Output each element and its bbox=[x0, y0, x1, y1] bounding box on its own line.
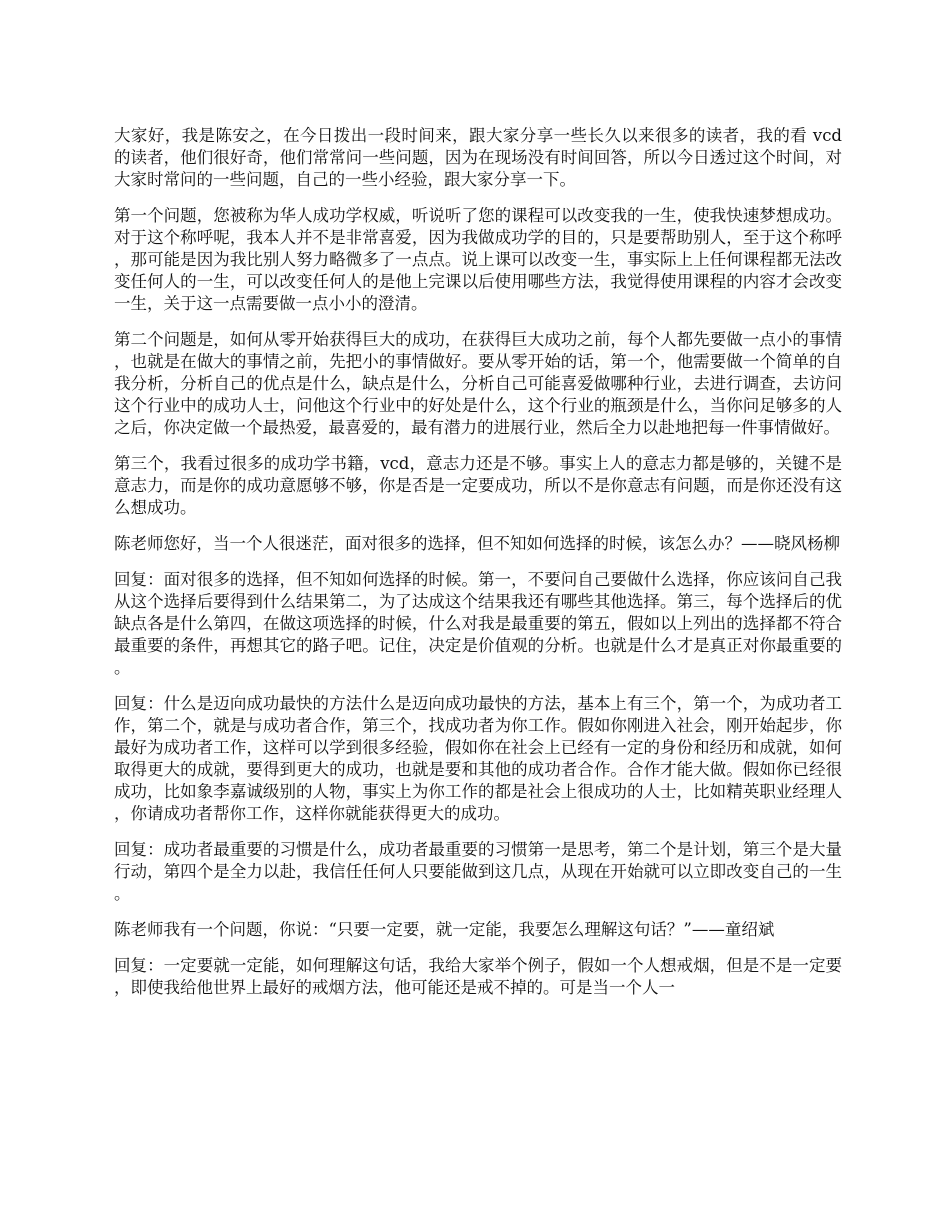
paragraph-reply-choice: 回复：面对很多的选择，但不知如何选择的时候。第一，不要问自己要做什么选择，你应该问自己我从这个选择后要得到什么结果第二，为了达成这个结果我还有哪些其他选择。第三，每个选择后的优缺点各是什么第四，在做这项选择的时候，什么对我是最重要的第五，假如以上列出的选择都不符合最重要的条件，再想其它的路子吧。记住，决定是价值观的分析。也就是什么才是真正对你最重要的。 bbox=[114, 570, 842, 677]
paragraph-reply-must: 回复：一定要就一定能，如何理解这句话，我给大家举个例子，假如一个人想戒烟，但是不是一定要，即使我给他世界上最好的戒烟方法，他可能还是戒不掉的。可是当一个人一 bbox=[114, 956, 842, 997]
paragraph-intro: 大家好，我是陈安之，在今日拨出一段时间来，跟大家分享一些长久以来很多的读者，我的看 vcd 的读者，他们很好奇，他们常常问一些问题，因为在现场没有时间回答，所以今日透过这个时间，对大家时常问的一些问题，自己的一些小经验，跟大家分享一下。 bbox=[114, 126, 842, 189]
paragraph-reader-question-choice: 陈老师您好，当一个人很迷茫，面对很多的选择，但不知如何选择的时候，该怎么办？——晓风杨柳 bbox=[114, 534, 840, 553]
paragraph-reply-habits: 回复：成功者最重要的习惯是什么，成功者最重要的习惯第一是思考，第二个是计划，第三个是大量行动，第四个是全力以赴，我信任任何人只要能做到这几点，从现在开始就可以立即改变自己的一生。 bbox=[114, 840, 842, 903]
paragraph-question-2: 第二个问题是，如何从零开始获得巨大的成功，在获得巨大成功之前，每个人都先要做一点小的事情，也就是在做大的事情之前，先把小的事情做好。要从零开始的话，第一个，他需要做一个简单的自我分析，分析自己的优点是什么，缺点是什么，分析自己可能喜爱做哪种行业，去进行调查，去访问这个行业中的成功人士，问他这个行业中的好处是什么，这个行业的瓶颈是什么，当你问足够多的人之后，你决定做一个最热爱，最喜爱的，最有潜力的进展行业，然后全力以赴地把每一件事情做好。 bbox=[114, 330, 842, 437]
paragraph-reader-question-must: 陈老师我有一个问题，你说：“只要一定要，就一定能，我要怎么理解这句话？”——童绍斌 bbox=[114, 920, 775, 939]
paragraph-question-1: 第一个问题，您被称为华人成功学权威，听说听了您的课程可以改变我的一生，使我快速梦想成功。对于这个称呼呢，我本人并不是非常喜爱，因为我做成功学的目的，只是要帮助别人，至于这个称呼，那可能是因为我比别人努力略微多了一点点。说上课可以改变一生，事实际上上任何课程都无法改变任何人的一生，可以改变任何人的是他上完课以后使用哪些方法，我觉得使用课程的内容才会改变一生，关于这一点需要做一点小小的澄清。 bbox=[114, 206, 842, 313]
paragraph-reply-fastest-method: 回复：什么是迈向成功最快的方法什么是迈向成功最快的方法，基本上有三个，第一个，为成功者工作，第二个，就是与成功者合作，第三个，找成功者为你工作。假如你刚进入社会，刚开始起步，你最好为成功者工作，这样可以学到很多经验，假如你在社会上已经有一定的身份和经历和成就，如何取得更大的成就，要得到更大的成功，也就是要和其他的成功者合作。合作才能大做。假如你已经很成功，比如象李嘉诚级别的人物，事实上为你工作的都是社会上很成功的人士，比如精英职业经理人，你请成功者帮你工作，这样你就能获得更大的成功。 bbox=[114, 694, 842, 823]
document-page bbox=[114, 125, 842, 1013]
paragraph-question-3: 第三个，我看过很多的成功学书籍，vcd，意志力还是不够。事实上人的意志力都是够的，关键不是意志力，而是你的成功意愿够不够，你是否是一定要成功，所以不是你意志有问题，而是你还没有这么想成功。 bbox=[114, 454, 842, 517]
